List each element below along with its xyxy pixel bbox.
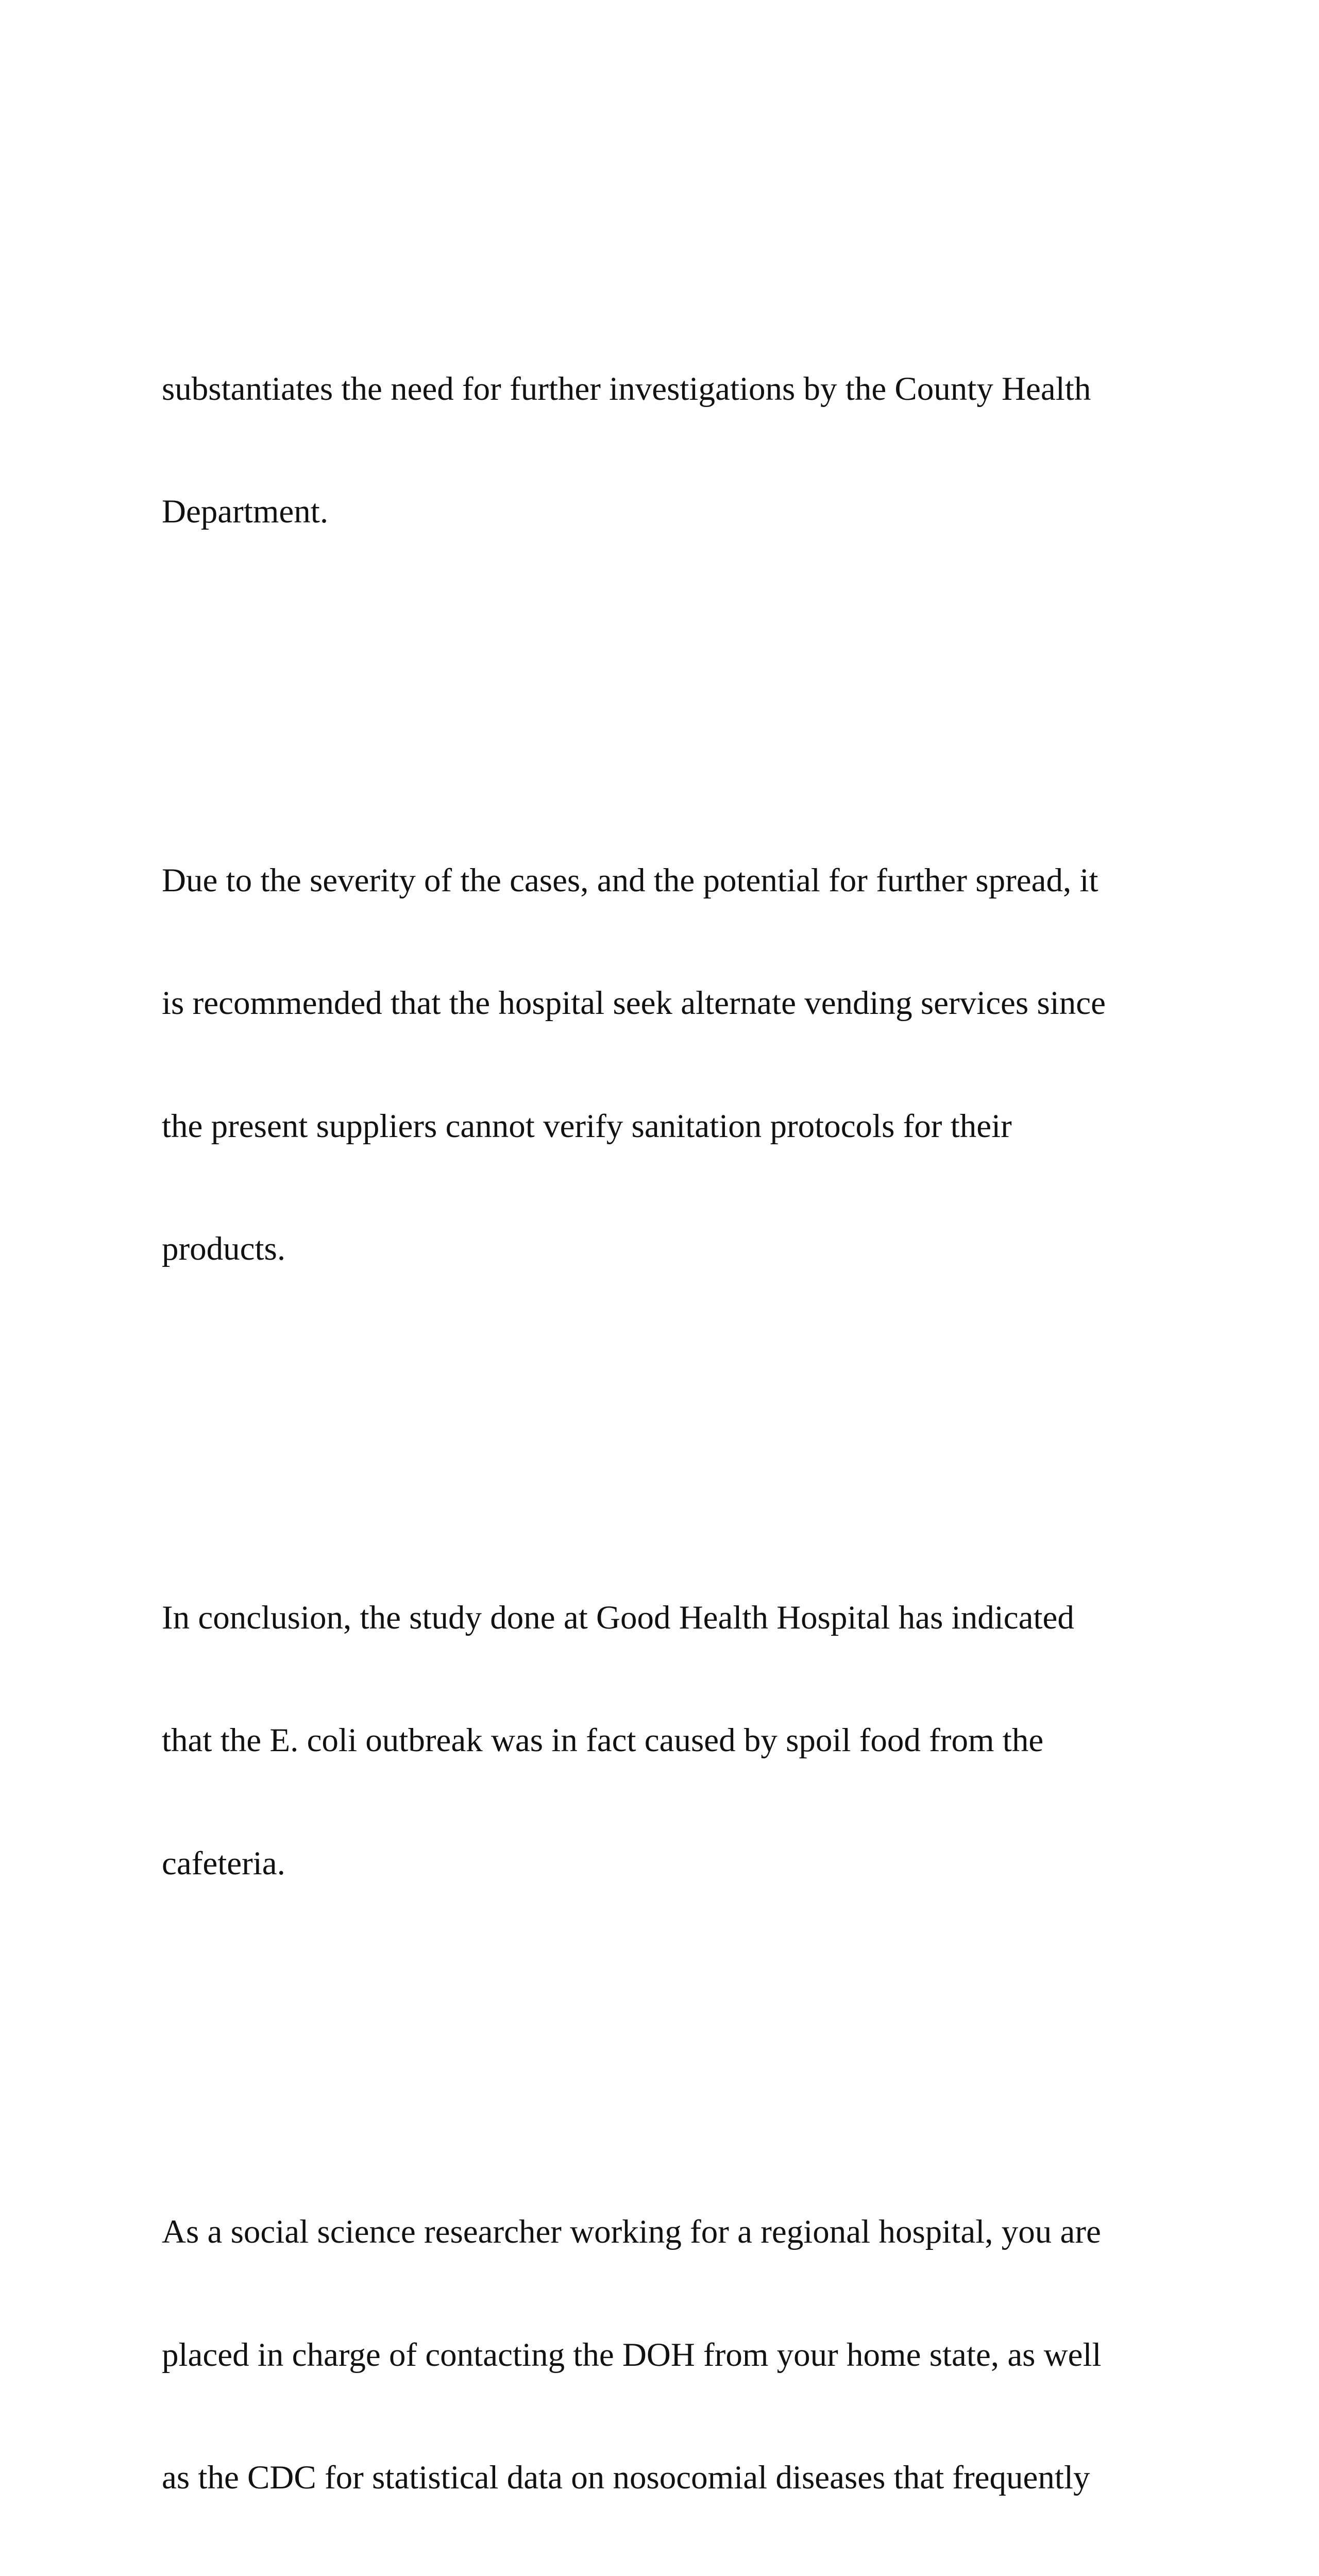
text-line: cafeteria.	[162, 1844, 285, 1882]
text-line: As a social science researcher working for a regional hospital, you are	[162, 2213, 1101, 2250]
paragraph-assignment-context	[162, 2130, 1203, 2576]
paragraph-conclusion	[162, 1516, 1203, 1967]
text-line: products.	[162, 1230, 286, 1267]
text-line: placed in charge of contacting the DOH from your home state, as well	[162, 2336, 1102, 2374]
text-line: Department.	[162, 493, 329, 530]
text-line: is recommended that the hospital seek alternate vending services since	[162, 985, 1106, 1022]
paragraph-investigation	[162, 287, 1203, 615]
text-line: that the E. coli outbreak was in fact caused by spoil food from the	[162, 1722, 1044, 1759]
text-line: In conclusion, the study done at Good Health Hospital has indicated	[162, 1599, 1074, 1636]
text-line: as the CDC for statistical data on nosocomial diseases that frequently	[162, 2459, 1090, 2496]
paragraph-recommendation	[162, 778, 1203, 1352]
text-line: the present suppliers cannot verify sanitation protocols for their	[162, 1107, 1012, 1145]
text-line: Due to the severity of the cases, and the potential for further spread, it	[162, 861, 1098, 899]
document-body	[162, 164, 1203, 2576]
text-line: substantiates the need for further investigations by the County Health	[162, 370, 1091, 408]
